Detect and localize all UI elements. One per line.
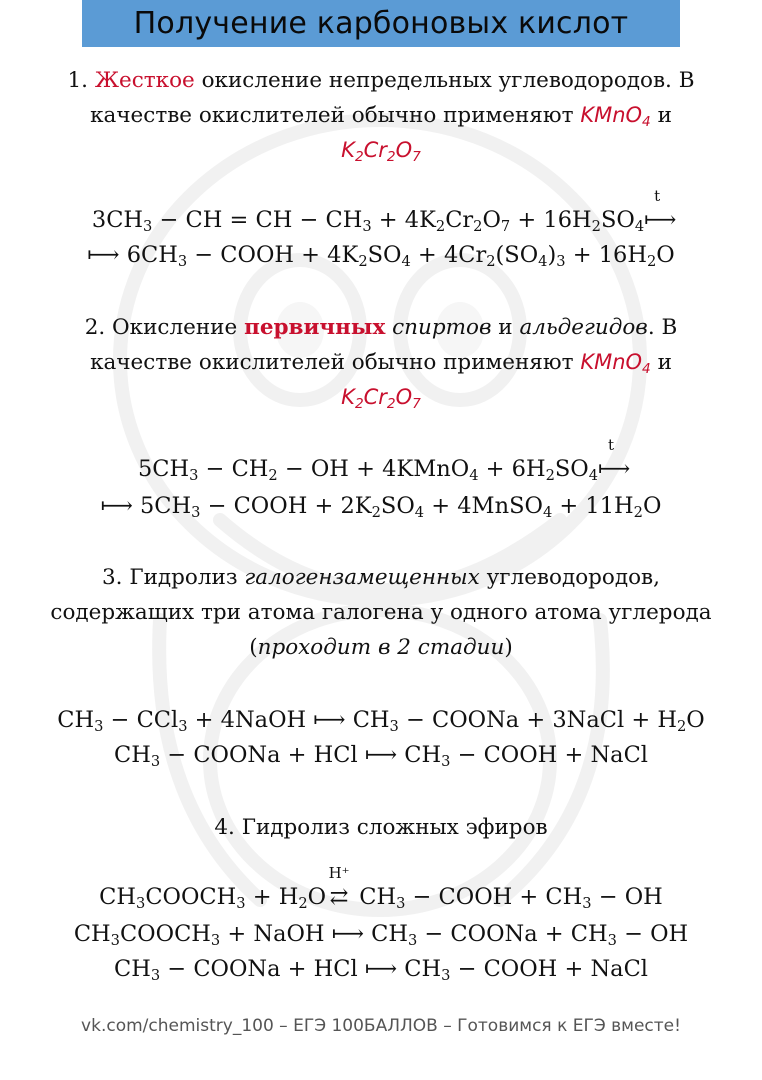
equation-2-line-1: $5CH_3 - CH_2$ − OH + 4KMnO$_4$ + $6H_2SO_4$ t ⟼ xyxy=(137,436,631,485)
highlight-harsh: Жесткое xyxy=(94,68,195,93)
equation-4-line-3: $CH_3$ − COONa + HCl ⟼ $CH_3$ − COOH + NaCl xyxy=(114,956,648,985)
section-1-description xyxy=(0,63,762,168)
section-3-line-1: 3. Гидролиз галогензамещенных углеводородов, xyxy=(102,565,660,590)
formula-kmno4: KMnO$_4$ xyxy=(580,103,651,130)
section-2-description xyxy=(0,310,762,415)
section-1-line-2: качестве окислителей обычно применяют KMnO$_4$ и xyxy=(90,103,672,130)
formula-k2cr2o7: $K_2Cr_2O_7$ xyxy=(341,385,421,412)
highlight-primary: первичных xyxy=(244,315,386,340)
heat-condition-arrow: t ⟼ xyxy=(644,187,677,233)
section-2-line-2: качестве окислителей обычно применяют KMnO$_4$ и xyxy=(90,350,672,377)
title-bar xyxy=(82,0,680,47)
section-1-line-3 xyxy=(0,133,762,168)
equation-3-line-2: $CH_3$ − COONa + HCl ⟼ $CH_3$ − COOH + NaCl xyxy=(114,742,648,771)
section-3-line-2: содержащих три атома галогена у одного атома углерода xyxy=(50,600,712,625)
acid-catalyst-equilibrium-arrow: H⁺ ⇄ xyxy=(328,864,350,910)
footer-source-link[interactable]: vk.com/chemistry_100 – ЕГЭ 100БАЛЛОВ – Готовимся к ЕГЭ вместе! xyxy=(81,1016,681,1036)
section-2-line-3 xyxy=(0,380,762,415)
formula-k2cr2o7: $K_2Cr_2O_7$ xyxy=(341,138,421,165)
section-2-line-1: 2. Окисление первичных спиртов и альдегидов. В xyxy=(84,315,678,340)
section-3-line-3: (проходит в 2 стадии) xyxy=(249,635,513,660)
equation-1-line-2: ⟼ $6CH_3$ − COOH + $4K_2SO_4 + 4Cr_2(SO_4)_3 + 16H_2O$ xyxy=(87,242,675,271)
equation-4-line-1: $CH_3COOCH_3 + H_2O$ H⁺ ⇄ $CH_3$ − COOH + $CH_3$ − OH xyxy=(99,864,663,913)
page-title: Получение карбоновых кислот xyxy=(133,6,629,41)
equation-2-line-2: ⟼ $5CH_3$ − COOH + $2K_2SO_4$ + 4MnSO$_4$ + $11H_2O$ xyxy=(100,493,662,522)
heat-condition-arrow: t ⟼ xyxy=(598,436,631,482)
equation-3-line-1: $CH_3 - CCl_3$ + 4NaOH ⟼ $CH_3$ − COONa + 3NaCl + $H_2O$ xyxy=(57,707,705,736)
equation-1-line-1: $3CH_3$ − CH = CH − $CH_3 + 4K_2Cr_2O_7 + 16H_2SO_4$ t ⟼ xyxy=(91,187,677,236)
section-4-heading: 4. Гидролиз сложных эфиров xyxy=(214,815,548,840)
section-3-description xyxy=(0,560,762,665)
equation-4-line-2: $CH_3COOCH_3$ + NaOH ⟼ $CH_3$ − COONa + $CH_3$ − OH xyxy=(73,921,689,950)
section-1-line-1: 1. Жесткое окисление непредельных углеводородов. В xyxy=(67,68,695,93)
formula-kmno4: KMnO$_4$ xyxy=(580,350,651,377)
